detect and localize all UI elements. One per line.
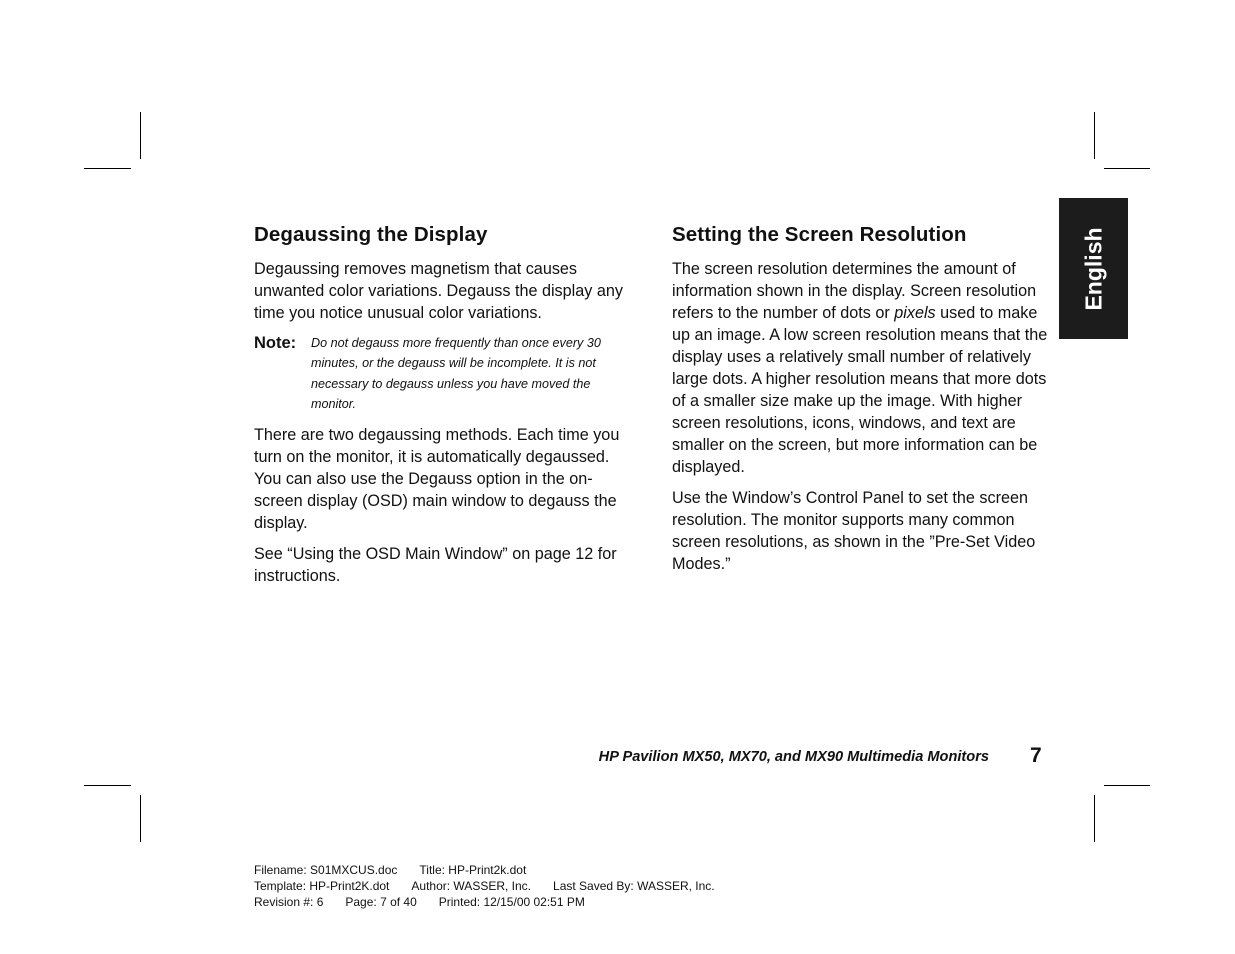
- resolution-heading: Setting the Screen Resolution: [672, 223, 967, 246]
- degaussing-heading: Degaussing the Display: [254, 223, 488, 246]
- language-side-tab: [1059, 198, 1128, 339]
- resolution-text-end: used to make up an image. A low screen resolution means that the display uses a relatively small number of relatively large dots. A higher resolution means that more dots of a smaller size make up the image. With higher screen resolutions, icons, windows, and text are smaller on the screen, but more information can be displayed.: [672, 304, 1048, 476]
- file-info-block: [254, 862, 737, 910]
- crop-mark-bottom-left-horizontal: [84, 785, 131, 786]
- title-text: Title: HP-Print2k.dot: [419, 863, 527, 877]
- file-info-line-1: [254, 862, 737, 878]
- crop-mark-top-right-horizontal: [1104, 168, 1150, 169]
- crop-mark-bottom-right-vertical: [1094, 795, 1095, 842]
- pixels-emphasis: pixels: [894, 304, 936, 322]
- printed-date-text: Printed: 12/15/00 02:51 PM: [438, 895, 585, 909]
- language-tab-label: English: [1080, 226, 1106, 311]
- crop-mark-bottom-right-horizontal: [1104, 785, 1150, 786]
- crop-mark-top-right-vertical: [1094, 112, 1095, 159]
- resolution-text-start: The screen resolution determines the amount of information shown in the display. Screen resolution refers to the number of dots or: [672, 260, 1037, 322]
- crop-mark-top-left-horizontal: [84, 168, 131, 169]
- footer-product-title: HP Pavilion MX50, MX70, and MX90 Multimedia Monitors: [598, 749, 989, 765]
- note-text: Do not degauss more frequently than once every 30 minutes, or the degauss will be incomplete. It is not necessary to degauss unless you have moved the monitor.: [311, 336, 601, 411]
- page-count-text: Page: 7 of 40: [345, 895, 417, 909]
- crop-mark-bottom-left-vertical: [140, 795, 141, 842]
- revision-text: Revision #: 6: [254, 895, 324, 909]
- file-info-line-3: [254, 894, 737, 910]
- degauss-note: [254, 333, 626, 414]
- resolution-intro-paragraph: [672, 258, 1048, 478]
- page-number: 7: [1030, 744, 1042, 767]
- author-text: Author: WASSER, Inc.: [411, 879, 532, 893]
- file-info-line-2: [254, 878, 737, 894]
- last-saved-text: Last Saved By: WASSER, Inc.: [553, 879, 715, 893]
- filename-text: Filename: S01MXCUS.doc: [254, 863, 398, 877]
- degaussing-intro-paragraph: Degaussing removes magnetism that causes unwanted color variations. Degauss the display any time you notice unusual color variations.: [254, 260, 623, 322]
- left-column: [254, 222, 626, 596]
- osd-reference-paragraph: See “Using the OSD Main Window” on page 12 for instructions.: [254, 545, 617, 586]
- degaussing-methods-paragraph: There are two degaussing methods. Each time you turn on the monitor, it is automatically degaussed. You can also use the Degauss option in the on-screen display (OSD) main window to degauss the display.: [254, 426, 620, 533]
- crop-mark-top-left-vertical: [140, 112, 141, 159]
- right-column: [672, 222, 1048, 584]
- template-text: Template: HP-Print2K.dot: [254, 879, 390, 893]
- control-panel-paragraph: Use the Window’s Control Panel to set the screen resolution. The monitor supports many common screen resolutions, as shown in the ”Pre-Set Video Modes.”: [672, 489, 1036, 573]
- note-label: Note:: [254, 334, 297, 352]
